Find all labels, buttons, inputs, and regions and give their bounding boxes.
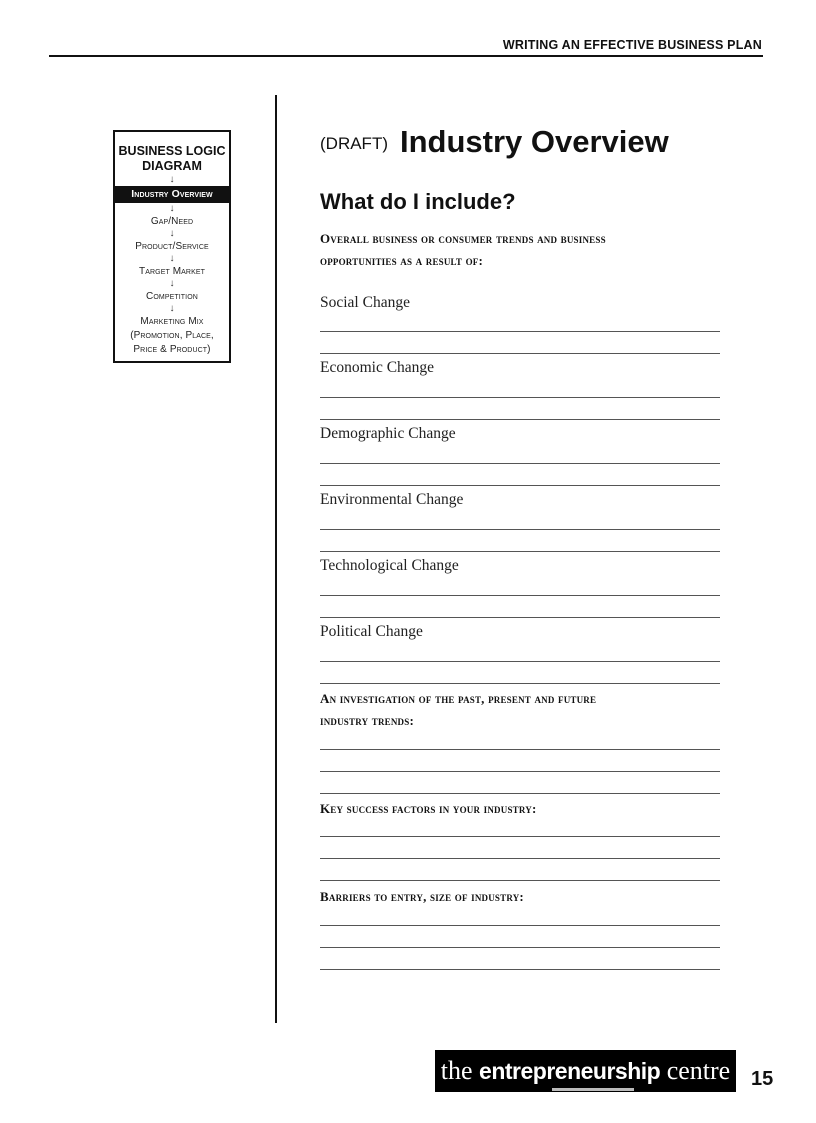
writing-line[interactable]: [320, 485, 720, 486]
writing-line[interactable]: [320, 858, 720, 859]
diagram-step-gap-need: Gap/Need: [150, 216, 194, 227]
brand-logo: [435, 1050, 736, 1092]
writing-line[interactable]: [320, 749, 720, 750]
business-logic-diagram: [113, 130, 231, 363]
writing-line[interactable]: [320, 551, 720, 552]
writing-line[interactable]: [320, 925, 720, 926]
writing-line[interactable]: [320, 617, 720, 618]
writing-line[interactable]: [320, 353, 720, 354]
diagram-step-target-market: Target Market: [139, 266, 205, 277]
item-social-change: Social Change: [320, 294, 410, 311]
writing-line[interactable]: [320, 595, 720, 596]
running-header: WRITING AN EFFECTIVE BUSINESS PLAN: [502, 38, 762, 52]
writing-line[interactable]: [320, 661, 720, 662]
brand-centre: centre: [660, 1056, 731, 1085]
writing-line[interactable]: [320, 529, 720, 530]
writing-line[interactable]: [320, 419, 720, 420]
writing-line[interactable]: [320, 793, 720, 794]
section-key-success-label: Key success factors in your industry:: [320, 801, 537, 816]
draft-label: (DRAFT): [320, 134, 388, 153]
item-technological-change: Technological Change: [320, 557, 459, 574]
item-environmental-change: Environmental Change: [320, 491, 464, 508]
page-number: 15: [751, 1068, 774, 1090]
down-arrow-icon: ↓: [169, 174, 175, 185]
section-industry-trends-line1: An investigation of the past, present and future: [320, 691, 597, 706]
sub-heading: What do I include?: [320, 189, 516, 214]
section-trends-line2: opportunities as a result of:: [320, 253, 484, 268]
section-trends-line1: Overall business or consumer trends and business: [320, 231, 606, 246]
down-arrow-icon: ↓: [169, 203, 175, 214]
section-barriers-label: Barriers to entry, size of industry:: [320, 889, 524, 904]
diagram-step-marketing-mix-detail-2: Price & Product): [133, 344, 211, 355]
writing-line[interactable]: [320, 771, 720, 772]
writing-line[interactable]: [320, 836, 720, 837]
writing-line[interactable]: [320, 463, 720, 464]
diagram-step-industry-overview: Industry Overview: [115, 186, 229, 203]
page-title: Industry Overview: [399, 124, 669, 159]
diagram-step-competition: Competition: [146, 291, 198, 302]
diagram-title-line1: BUSINESS LOGIC: [118, 144, 226, 158]
diagram-step-marketing-mix: Marketing Mix: [140, 316, 204, 327]
down-arrow-icon: ↓: [169, 278, 175, 289]
writing-line[interactable]: [320, 947, 720, 948]
writing-line[interactable]: [320, 331, 720, 332]
item-demographic-change: Demographic Change: [320, 425, 456, 442]
brand-main: entrepreneurship: [479, 1058, 661, 1084]
page-heading: [320, 124, 669, 160]
item-economic-change: Economic Change: [320, 359, 435, 376]
diagram-step-product-service: Product/Service: [135, 241, 209, 252]
writing-line[interactable]: [320, 880, 720, 881]
down-arrow-icon: ↓: [169, 253, 175, 264]
section-industry-trends-line2: industry trends:: [320, 713, 414, 728]
header-rule: [49, 55, 763, 57]
writing-line[interactable]: [320, 969, 720, 970]
down-arrow-icon: ↓: [169, 303, 175, 314]
brand-the: the: [440, 1056, 480, 1085]
writing-line[interactable]: [320, 683, 720, 684]
section-industry-trends-label: [320, 688, 720, 732]
column-divider: [275, 95, 277, 1023]
down-arrow-icon: ↓: [169, 228, 175, 239]
brand-underline: [552, 1088, 634, 1091]
item-political-change: Political Change: [320, 623, 423, 640]
writing-line[interactable]: [320, 397, 720, 398]
section-trends-label: [320, 228, 720, 272]
diagram-title: [115, 144, 229, 174]
diagram-title-line2: DIAGRAM: [142, 159, 202, 173]
diagram-step-marketing-mix-detail-1: (Promotion, Place,: [130, 330, 214, 341]
